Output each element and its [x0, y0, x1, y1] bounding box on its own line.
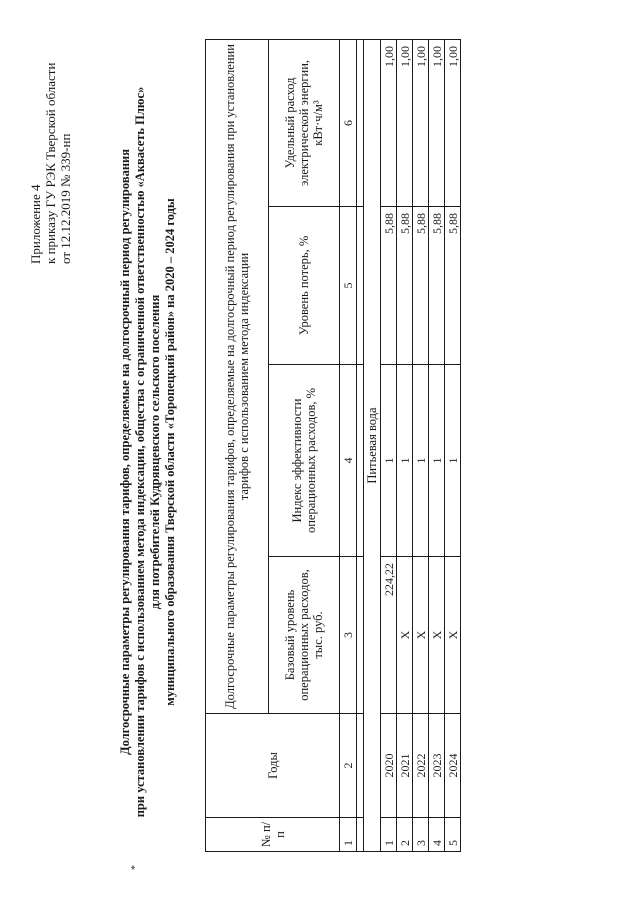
header-num: № п/п	[206, 818, 340, 852]
category-label: Питьевая вода	[364, 40, 381, 852]
row-year: 2023	[429, 714, 445, 818]
column-number-row	[340, 40, 357, 852]
row-base-level: X	[429, 557, 445, 714]
column-number: 1	[340, 818, 357, 852]
row-loss-level: 5,88	[397, 207, 413, 365]
table-row	[429, 40, 445, 852]
row-year: 2022	[413, 714, 429, 818]
spacer-cell	[357, 557, 364, 714]
header-loss-level: Уровень потерь, %	[269, 207, 340, 365]
table-header-row	[206, 40, 269, 852]
table-row	[445, 40, 461, 852]
spacer-cell	[357, 207, 364, 365]
row-number: 5	[445, 818, 461, 852]
row-year: 2024	[445, 714, 461, 818]
row-efficiency-index: 1	[445, 365, 461, 557]
header-base-level: Базовый уровень операционных расходов, тыс. руб.	[269, 557, 340, 714]
row-loss-level: 5,88	[381, 207, 397, 365]
appendix-line-3: от 12.12.2019 № 339-нп	[58, 133, 73, 264]
column-number: 6	[340, 40, 357, 207]
row-base-level: X	[397, 557, 413, 714]
header-group: Долгосрочные параметры регулирования тарифов, определяемые на долгосрочный период регулирования при установлении тарифов с использованием метода индексации	[206, 40, 269, 714]
header-years: Годы	[206, 714, 340, 818]
row-energy: 1,00	[445, 40, 461, 207]
row-loss-level: 5,88	[429, 207, 445, 365]
row-loss-level: 5,88	[445, 207, 461, 365]
row-efficiency-index: 1	[381, 365, 397, 557]
row-number: 1	[381, 818, 397, 852]
row-energy: 1,00	[397, 40, 413, 207]
row-year: 2021	[397, 714, 413, 818]
appendix-block	[28, 63, 73, 264]
row-base-level: X	[445, 557, 461, 714]
row-energy: 1,00	[381, 40, 397, 207]
row-energy: 1,00	[429, 40, 445, 207]
table-row	[413, 40, 429, 852]
column-number: 2	[340, 714, 357, 818]
spacer-cell	[357, 365, 364, 557]
heading-line-2: при установлении тарифов с использованием метода индексации, общества с ограниченной ответственностью «Аквасеть Плюс»	[133, 86, 147, 818]
row-energy: 1,00	[413, 40, 429, 207]
spacer-cell	[357, 40, 364, 207]
column-number: 4	[340, 365, 357, 557]
header-energy-consumption: Удельный расход электрической энергии, кВт·ч/м³	[269, 40, 340, 207]
row-efficiency-index: 1	[429, 365, 445, 557]
document-heading	[118, 0, 178, 904]
row-loss-level: 5,88	[413, 207, 429, 365]
header-efficiency-index: Индекс эффективности операционных расходов, %	[269, 365, 340, 557]
spacer-row	[357, 40, 364, 852]
column-number: 5	[340, 207, 357, 365]
row-efficiency-index: 1	[413, 365, 429, 557]
spacer-cell	[357, 714, 364, 818]
row-base-level: 224,22	[381, 557, 397, 714]
row-efficiency-index: 1	[397, 365, 413, 557]
appendix-line-1: Приложение 4	[28, 184, 43, 264]
tariff-parameters-table	[205, 39, 461, 852]
row-number: 4	[429, 818, 445, 852]
row-year: 2020	[381, 714, 397, 818]
row-number: 3	[413, 818, 429, 852]
spacer-cell	[357, 818, 364, 852]
heading-line-3: для потребителей Кудрявцевского сельского поселения	[148, 294, 162, 610]
heading-line-4: муниципального образования Тверской области «Торопецкий район» на 2020 – 2024 годы	[163, 198, 177, 706]
margin-mark: *	[130, 865, 141, 870]
row-base-level: X	[413, 557, 429, 714]
column-number: 3	[340, 557, 357, 714]
table-row	[381, 40, 397, 852]
appendix-line-2: к приказу ГУ РЭК Тверской области	[43, 62, 58, 264]
heading-line-1: Долгосрочные параметры регулирования тарифов, определяемые на долгосрочный период регулирования	[118, 149, 132, 756]
row-number: 2	[397, 818, 413, 852]
table-row	[397, 40, 413, 852]
category-row	[364, 40, 381, 852]
